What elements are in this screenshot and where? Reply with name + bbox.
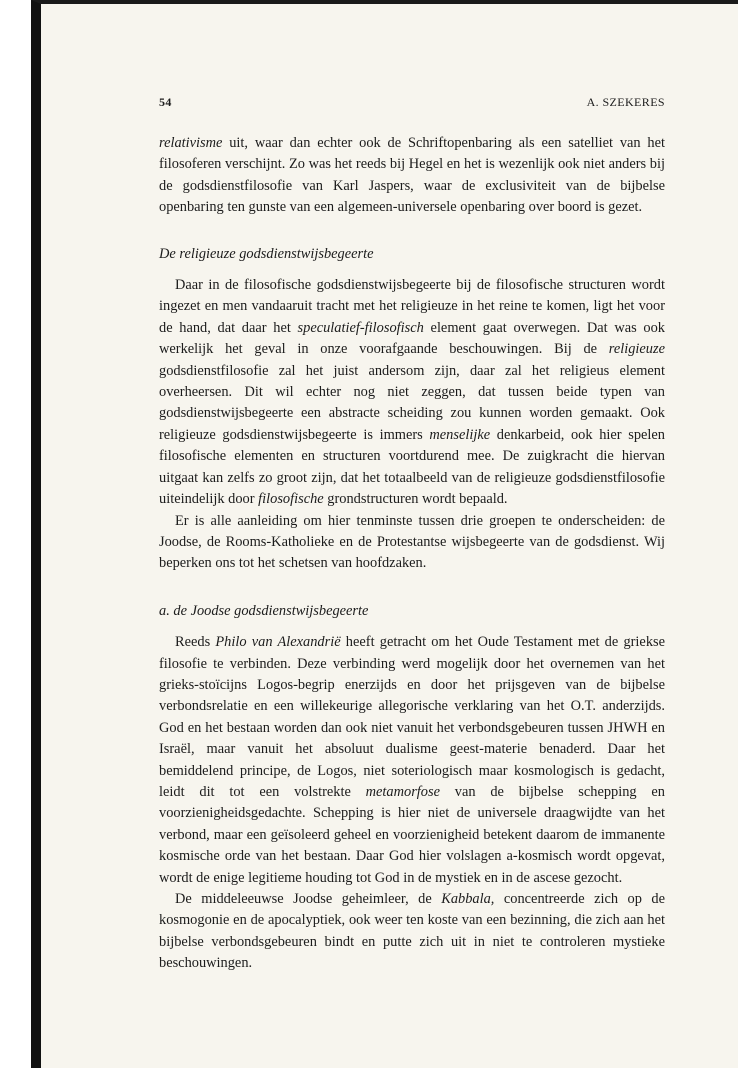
emphasis: menselijke [429,426,491,443]
text-run: element gaat overwegen. Dat was ook werkelijk het geval in onze voorafgaande beschouwingen. Bij de [159,319,665,358]
section2-paragraph-1 [159,632,665,889]
text-run: heeft getracht om het Oude Testament met de griekse filosofie te verbinden. Deze verbinding werd mogelijk door het overnemen van het grieks-stoïcijns Logos-begrip enerzijds en door het prijsgeven van de bijbelse verbondsrelatie en een willekeurige allegorische verklaring van het O.T. anderzijds. God en het bestaan worden dan ook niet vanuit het verbondsgebeuren tussen JHWH en Israël, maar vanuit het absoluut dualisme geest-materie benaderd. Daar het bemiddelend principe, de Logos, niet soteriologisch maar kosmologisch is gedacht, leidt dit tot een volstrekte [159,634,665,800]
running-head [159,92,665,112]
section-heading-religieuze: De religieuze godsdienstwijsbegeerte [159,245,374,262]
page-number: 54 [159,95,172,109]
text-run: De middeleeuwse Joodse geheimleer, de [175,891,442,907]
text-run: denkarbeid, ook hier spelen filosofische elementen en structuren voortdurend mee. De zuigkracht die hiervan uitgaat kan zelfs zo groot zijn, dat het totaalbeeld van de religieuze godsdienstfilosofie uiteindelijk door [159,426,665,508]
page-content [159,92,665,975]
intro-lead-italic: relativisme [159,135,223,151]
text-run: godsdienstfilosofie zal het juist andersom zijn, daar zal het religieus element overheersen. Dit wil echter nog niet zeggen, dat tussen beide typen van godsdienstwijsbegeerte een abstracte scheiding zou kunnen worden gemaakt. Ook religieuze godsdienstwijsbegeerte is immers [159,362,665,443]
text-run: van de bijbelse schepping en voorzienigheidsgedachte. Schepping is hier niet de universele draagwijdte van het verbond, maar een geïsoleerd geheel en voorzienigheid betekent daarom de immanente kosmische orde van het bestaan. Daar God hier volslagen a-kosmisch wordt opgevat, wordt de enige legitieme houding tot God in de mystiek en in de ascese gezocht. [159,783,665,886]
emphasis: religieuze [608,341,665,358]
emphasis: speculatief-filosofisch [297,319,424,336]
section1-paragraph-1 [159,275,665,510]
intro-paragraph [159,133,665,219]
document-page [31,0,738,1068]
section1-paragraph-2: Er is alle aanleiding om hier tenminste tussen drie groepen te onderscheiden: de Joodse, de Rooms-Katholieke en de Protestantse wijsbegeerte van de godsdienst. Wij beperken ons tot het schetsen van hoofdzaken. [159,512,665,572]
emphasis: Kabbala, [441,891,495,907]
emphasis: metamorfose [365,783,440,800]
section2-paragraph-2 [159,889,665,975]
emphasis: Philo van Alexandrië [215,634,341,651]
running-head-author: A. SZEKERES [586,95,665,109]
section-heading-joodse: a. de Joodse godsdienstwijsbegeerte [159,602,369,619]
text-run: concentreerde zich op de kosmogonie en de apocalyptiek, ook weer ten koste van een bezinning, die zich aan het bijbelse verbondsgebeuren bindt en putte zich uit in niet te controleren mystieke beschouwingen. [159,891,665,972]
emphasis: filosofische [258,491,324,508]
text-run: Daar in de filosofische godsdienstwijsbegeerte bij de filosofische structuren wordt ingezet en men vandaaruit tracht met het religieuze in het reine te komen, ligt het voor de hand, dat daar het [159,277,665,336]
intro-text: uit, waar dan echter ook de Schriftopenbaring als een satelliet van het filosoferen verschijnt. Zo was het reeds bij Hegel en het is wezenlijk ook niet anders bij de godsdienstfilosofie van Karl Jaspers, waar de exclusiviteit van de bijbelse openbaring ten gunste van een algemeen-universele openbaring over boord is gezet. [159,135,665,216]
text-run: Reeds [175,634,216,651]
text-run: grondstructuren wordt bepaald. [323,491,508,508]
